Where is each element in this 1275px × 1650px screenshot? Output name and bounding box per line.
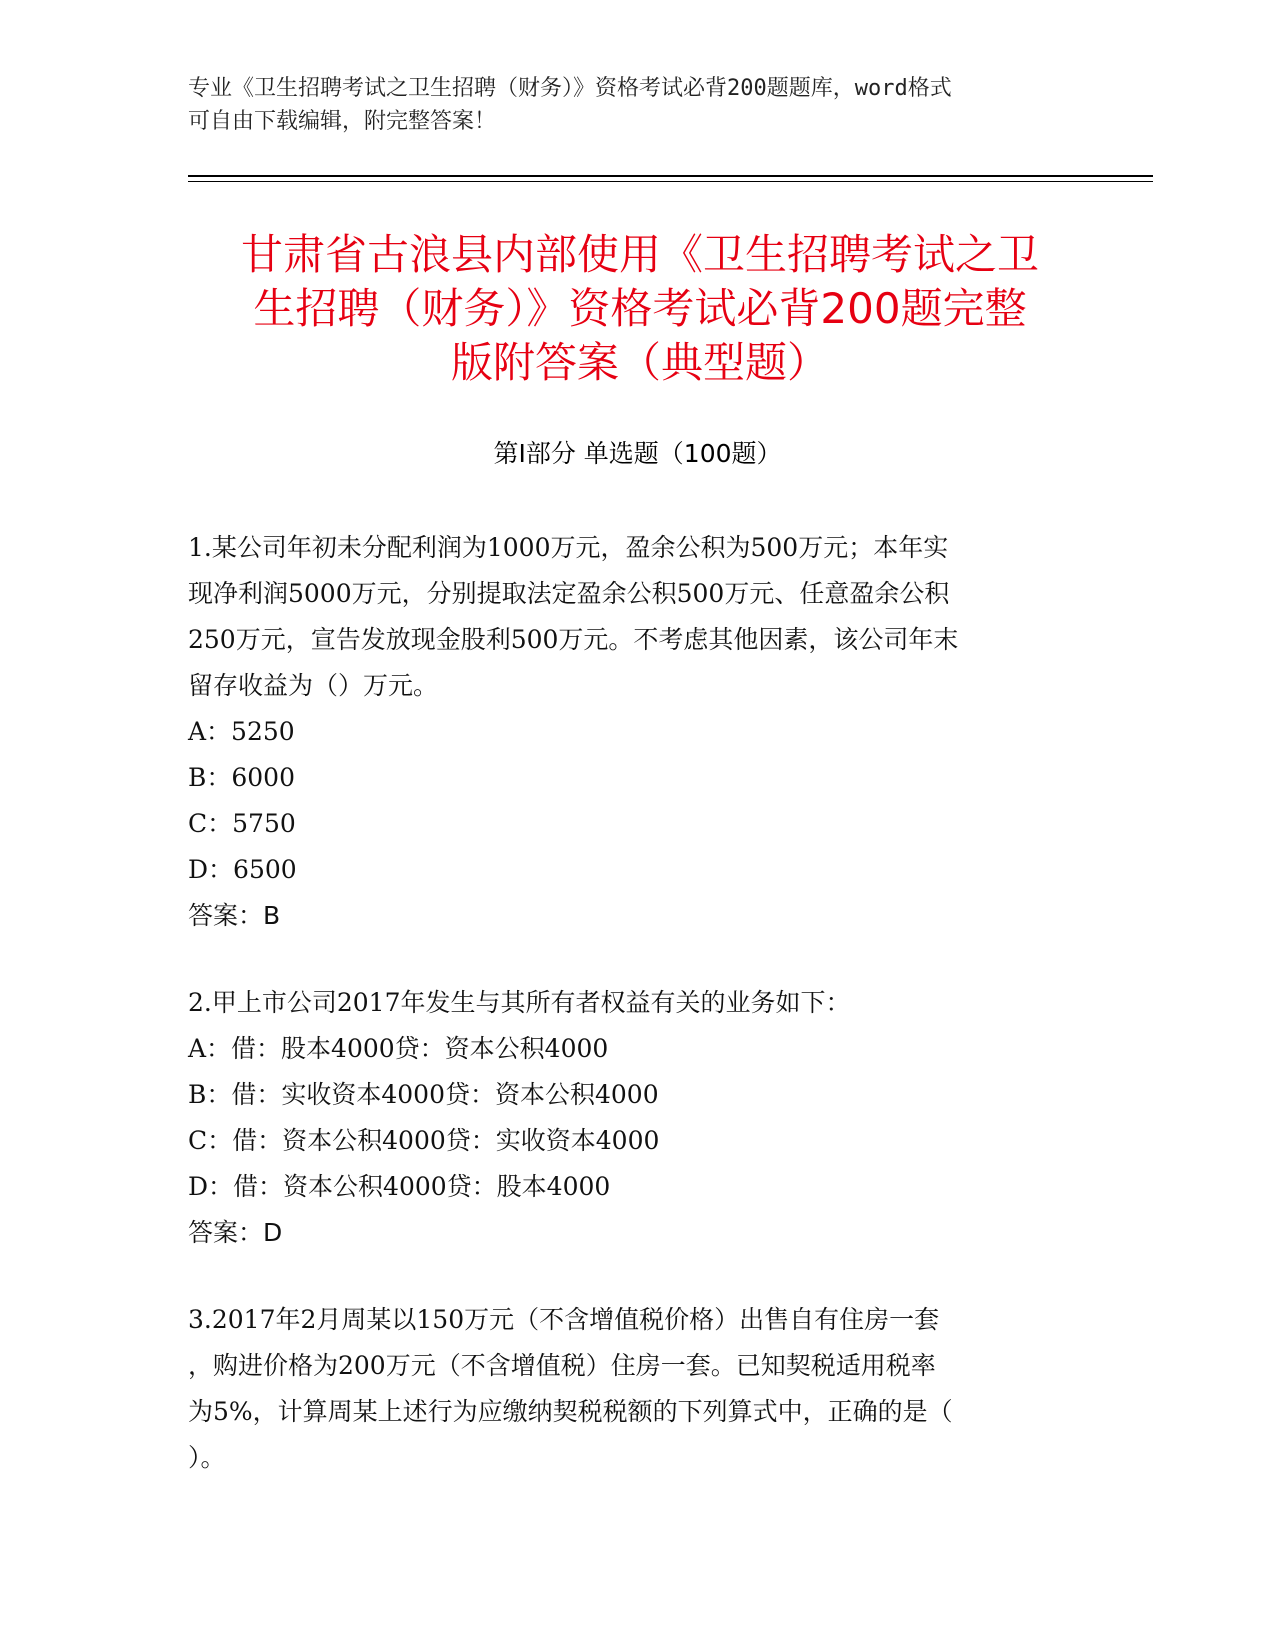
question-stem [188,980,1088,1026]
header-rule-thick [188,175,1153,177]
header-note [188,72,1068,138]
title-line-2: 生招聘（财务）》资格考试必背200题完整 [253,284,1027,333]
title-line-3: 版附答案（典型题） [450,338,829,387]
option-d: D：6500 [188,855,297,884]
question-3 [188,1297,1088,1481]
stem-line: 为5%，计算周某上述行为应缴纳契税税额的下列算式中，正确的是（ [188,1397,953,1426]
stem-line: 3.2017年2月周某以150万元（不含增值税价格）出售自有住房一套 [188,1305,940,1334]
stem-line: ，购进价格为200万元（不含增值税）住房一套。已知契税适用税率 [188,1351,936,1380]
option-a: A：借：股本4000贷：资本公积4000 [188,1034,609,1063]
header-rule-thin [188,181,1153,182]
option-b: B：6000 [188,763,295,792]
stem-line: 250万元，宣告发放现金股利500万元。不考虑其他因素，该公司年末 [188,625,959,654]
option-b: B：借：实收资本4000贷：资本公积4000 [188,1080,659,1109]
stem-line: 2.甲上市公司2017年发生与其所有者权益有关的业务如下： [188,988,851,1017]
option-c: C：5750 [188,809,296,838]
stem-line: 1.某公司年初未分配利润为1000万元，盈余公积为500万元；本年实 [188,533,949,562]
question-stem [188,1297,1088,1481]
stem-line: 留存收益为（）万元。 [188,671,439,700]
header-note-line-1: 专业《卫生招聘考试之卫生招聘（财务）》资格考试必背200题题库，word格式 [188,76,952,101]
answer: 答案：B [188,901,281,930]
question-1 [188,525,1088,939]
question-stem [188,525,1088,709]
section-heading: 第Ⅰ部分 单选题（100题） [493,439,782,468]
question-2 [188,980,1088,1256]
stem-line: 现净利润5000万元，分别提取法定盈余公积500万元、任意盈余公积 [188,579,950,608]
option-c: C：借：资本公积4000贷：实收资本4000 [188,1126,660,1155]
title-line-1: 甘肃省古浪县内部使用《卫生招聘考试之卫 [240,230,1039,279]
option-a: A：5250 [188,717,295,746]
document-title [190,228,1090,390]
stem-line: ）。 [188,1443,226,1472]
header-note-line-2: 可自由下载编辑，附完整答案！ [188,109,497,134]
option-d: D：借：资本公积4000贷：股本4000 [188,1172,611,1201]
answer: 答案：D [188,1218,283,1247]
